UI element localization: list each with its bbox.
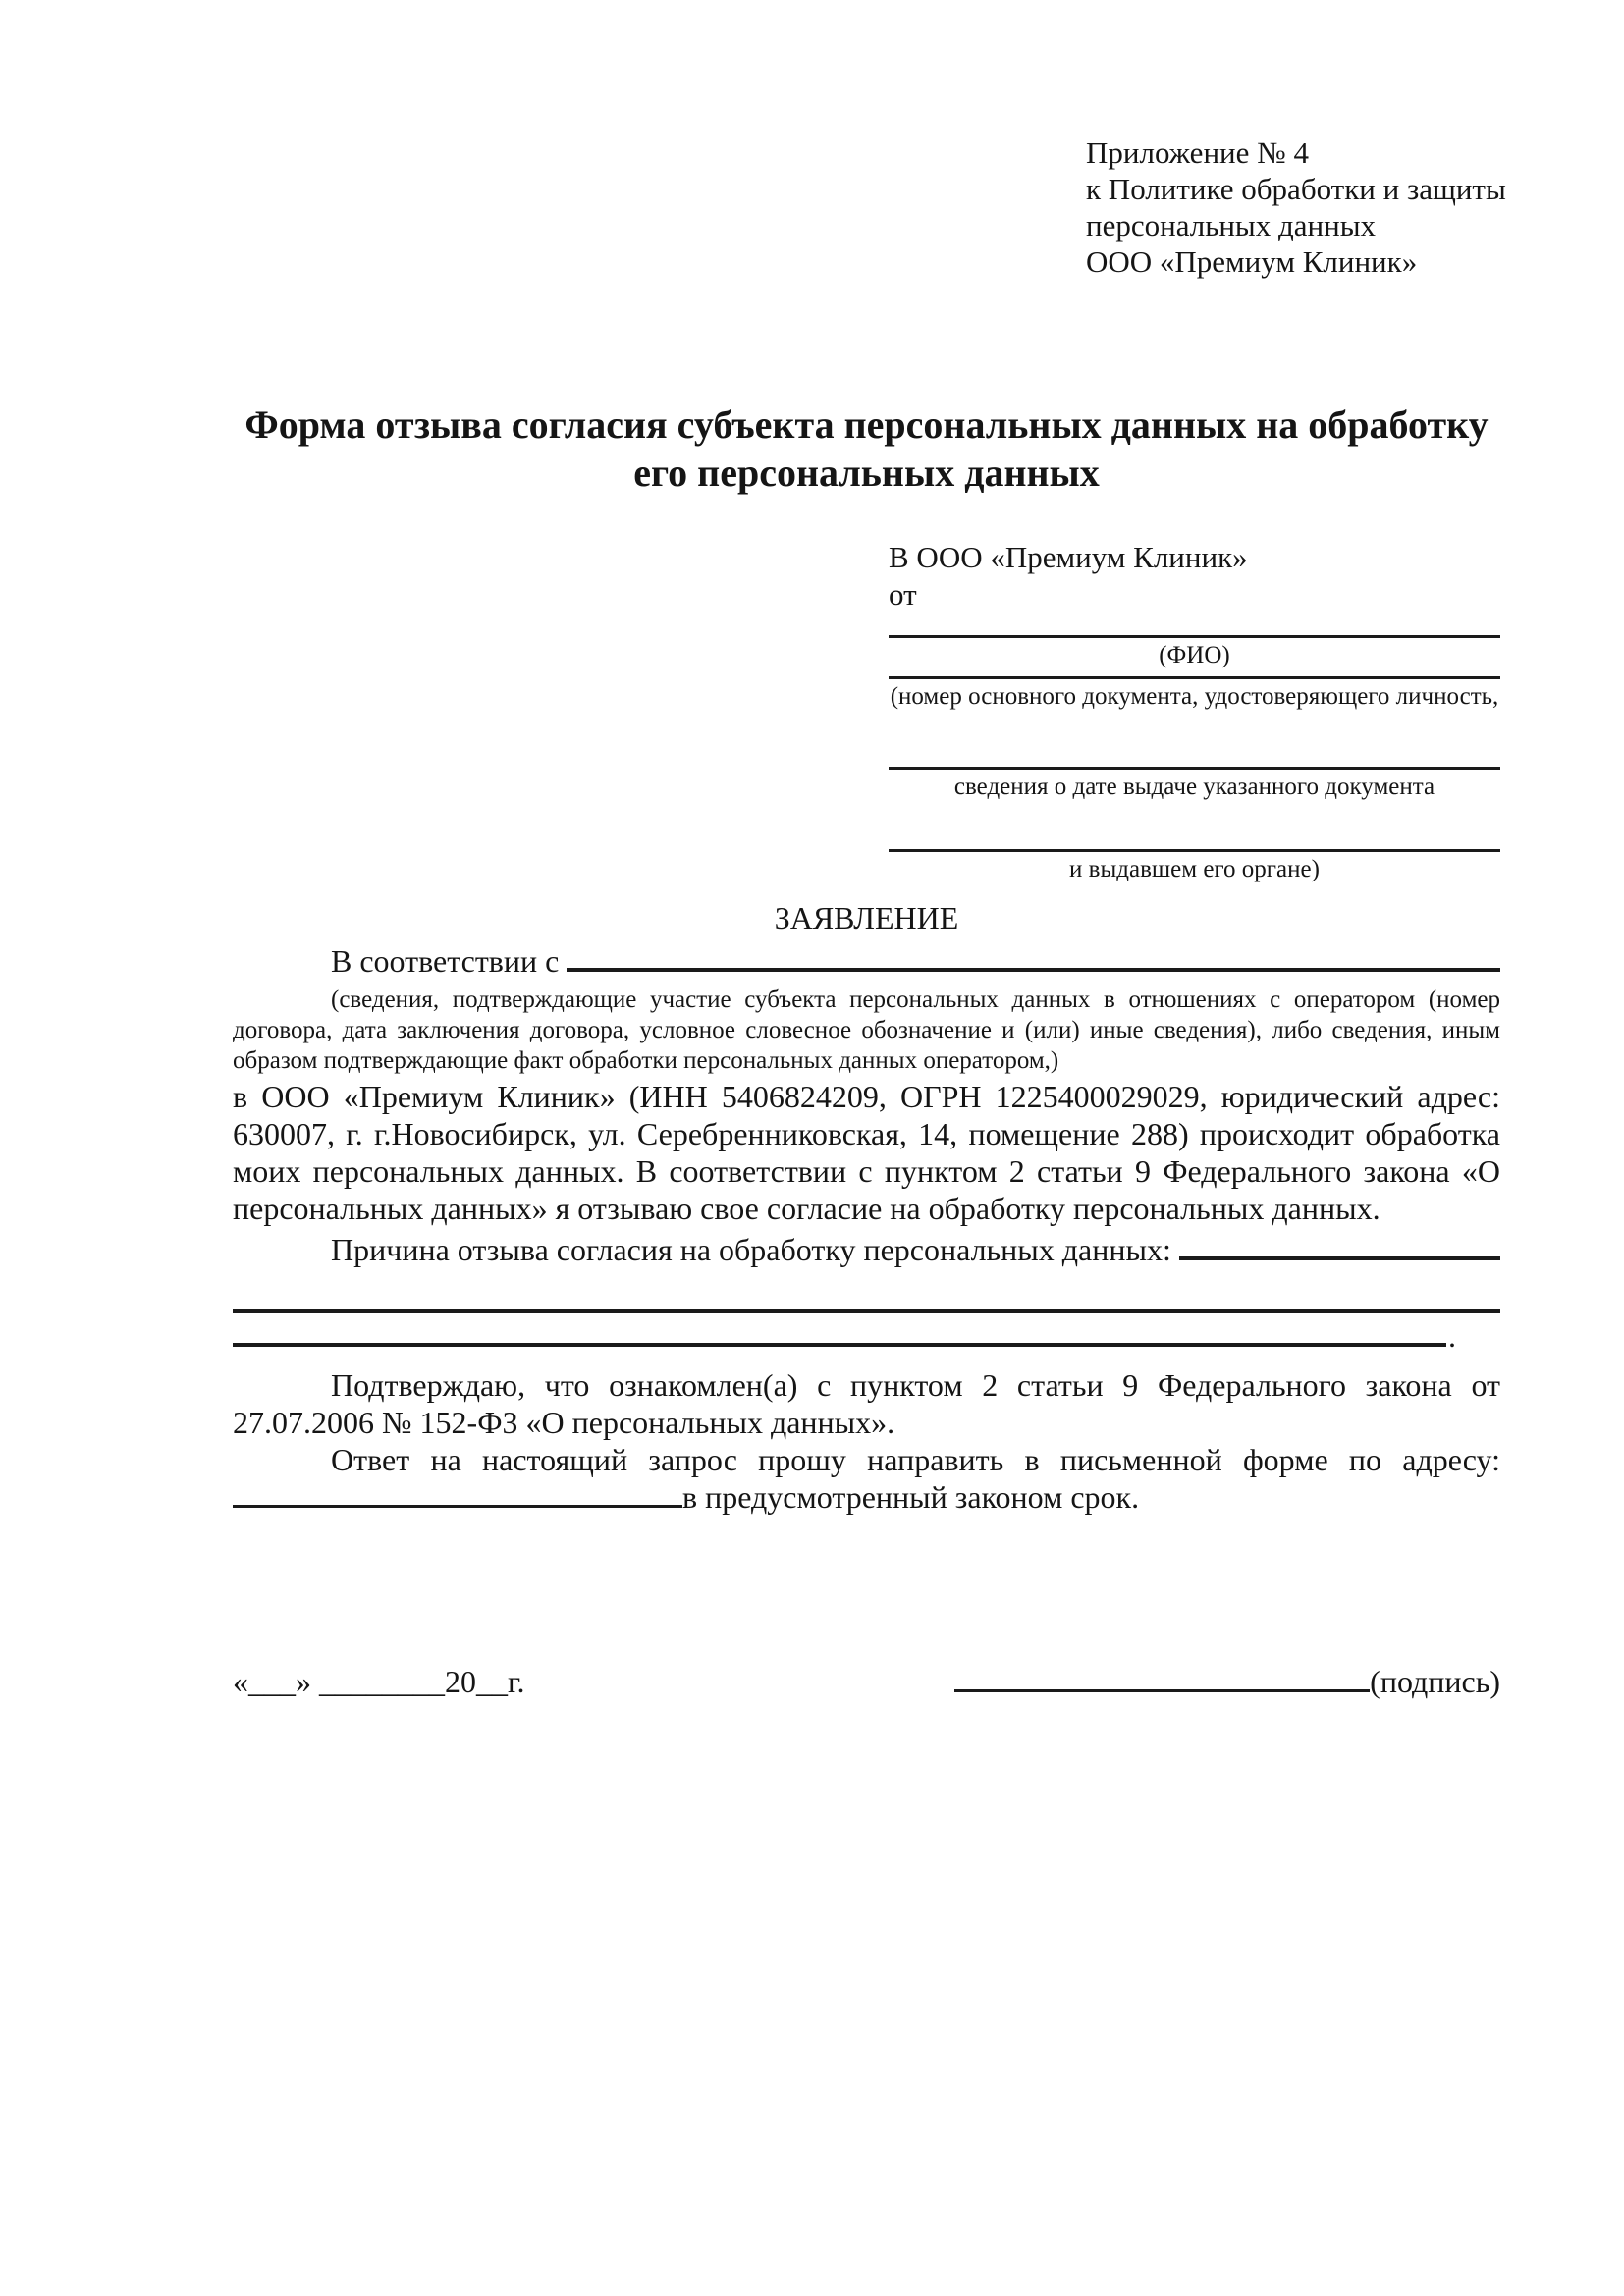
reason-end-period: .: [1448, 1318, 1456, 1354]
fio-field-line[interactable]: [889, 635, 1500, 638]
intro-field-line[interactable]: [567, 938, 1500, 972]
reply-tail-text: в предусмотренный законом срок.: [682, 1479, 1140, 1515]
appendix-block: [1086, 134, 1508, 280]
reason-label: Причина отзыва согласия на обработку персональных данных:: [331, 1232, 1171, 1267]
signature-caption: (подпись): [1370, 1664, 1500, 1699]
signature-field-line[interactable]: [954, 1664, 1370, 1692]
reply-address-line: [233, 1478, 1500, 1516]
date-signature-row: [233, 1663, 1500, 1700]
issue-date-field-caption: сведения о дате выдаче указанного документа: [953, 774, 1435, 800]
reason-continuation-line-2-wrap: [233, 1313, 1500, 1355]
document-number-field-caption: (номер основного документа, удостоверяющего личность,: [890, 683, 1499, 710]
issue-date-field-line[interactable]: [889, 767, 1500, 770]
intro-line: [233, 938, 1500, 980]
recipient-to: В ООО «Премиум Клиник»: [889, 540, 1248, 574]
reason-continuation-line-2[interactable]: [233, 1313, 1446, 1347]
confirmation-paragraph: Подтверждаю, что ознакомлен(а) с пунктом 2 статьи 9 Федерального закона от 27.07.2006 № 152-ФЗ «О персональных данных».: [233, 1367, 1500, 1440]
statement-heading: ЗАЯВЛЕНИЕ: [774, 900, 959, 935]
issuing-authority-field-caption: и выдавшем его органе): [1069, 856, 1320, 882]
recipient-from-label: от: [889, 577, 917, 612]
date-blank-line[interactable]: «___» ________20__г.: [233, 1664, 525, 1699]
reason-field-line[interactable]: [1179, 1227, 1500, 1260]
reply-address-field-line[interactable]: [233, 1479, 682, 1508]
reply-lead-paragraph: Ответ на настоящий запрос прошу направить в письменной форме по адресу:: [331, 1442, 1500, 1477]
document-number-field-line[interactable]: [889, 676, 1500, 679]
page-title: Форма отзыва согласия субъекта персональных данных на обработку его персональных данных: [244, 402, 1489, 495]
appendix-line: ООО «Премиум Клиник»: [1086, 244, 1418, 279]
statement-body: [233, 938, 1500, 1516]
recipient-block: [889, 539, 1500, 884]
appendix-line: Приложение № 4: [1086, 135, 1309, 170]
issuing-authority-field-line[interactable]: [889, 849, 1500, 852]
body-paragraph: в ООО «Премиум Клиник» (ИНН 5406824209, ОГРН 1225400029029, юридический адрес: 630007, г. г.Новосибирск, ул. Серебренниковская, 14, помещение 288) происходит обработка моих персональных данных. В соответствии с пунктом 2 статьи 9 Федерального закона «О персональных данных» я отзываю свое согласие на обработку персональных данных.: [233, 1079, 1500, 1226]
signature-group: [954, 1663, 1500, 1700]
appendix-line: персональных данных: [1086, 208, 1377, 242]
intro-lead-label: В соответствии с: [331, 943, 560, 979]
fio-field-caption: (ФИО): [1159, 642, 1230, 668]
reason-line: [233, 1227, 1500, 1268]
intro-footnote: (сведения, подтверждающие участие субъекта персональных данных в отношениях с оператором (номер договора, дата заключения договора, условное словесное обозначение и (или) иные сведения), либо сведения, иным образом подтверждающие факт обработки персональных данных оператором,): [233, 987, 1500, 1074]
appendix-line: к Политике обработки и защиты: [1086, 172, 1506, 206]
